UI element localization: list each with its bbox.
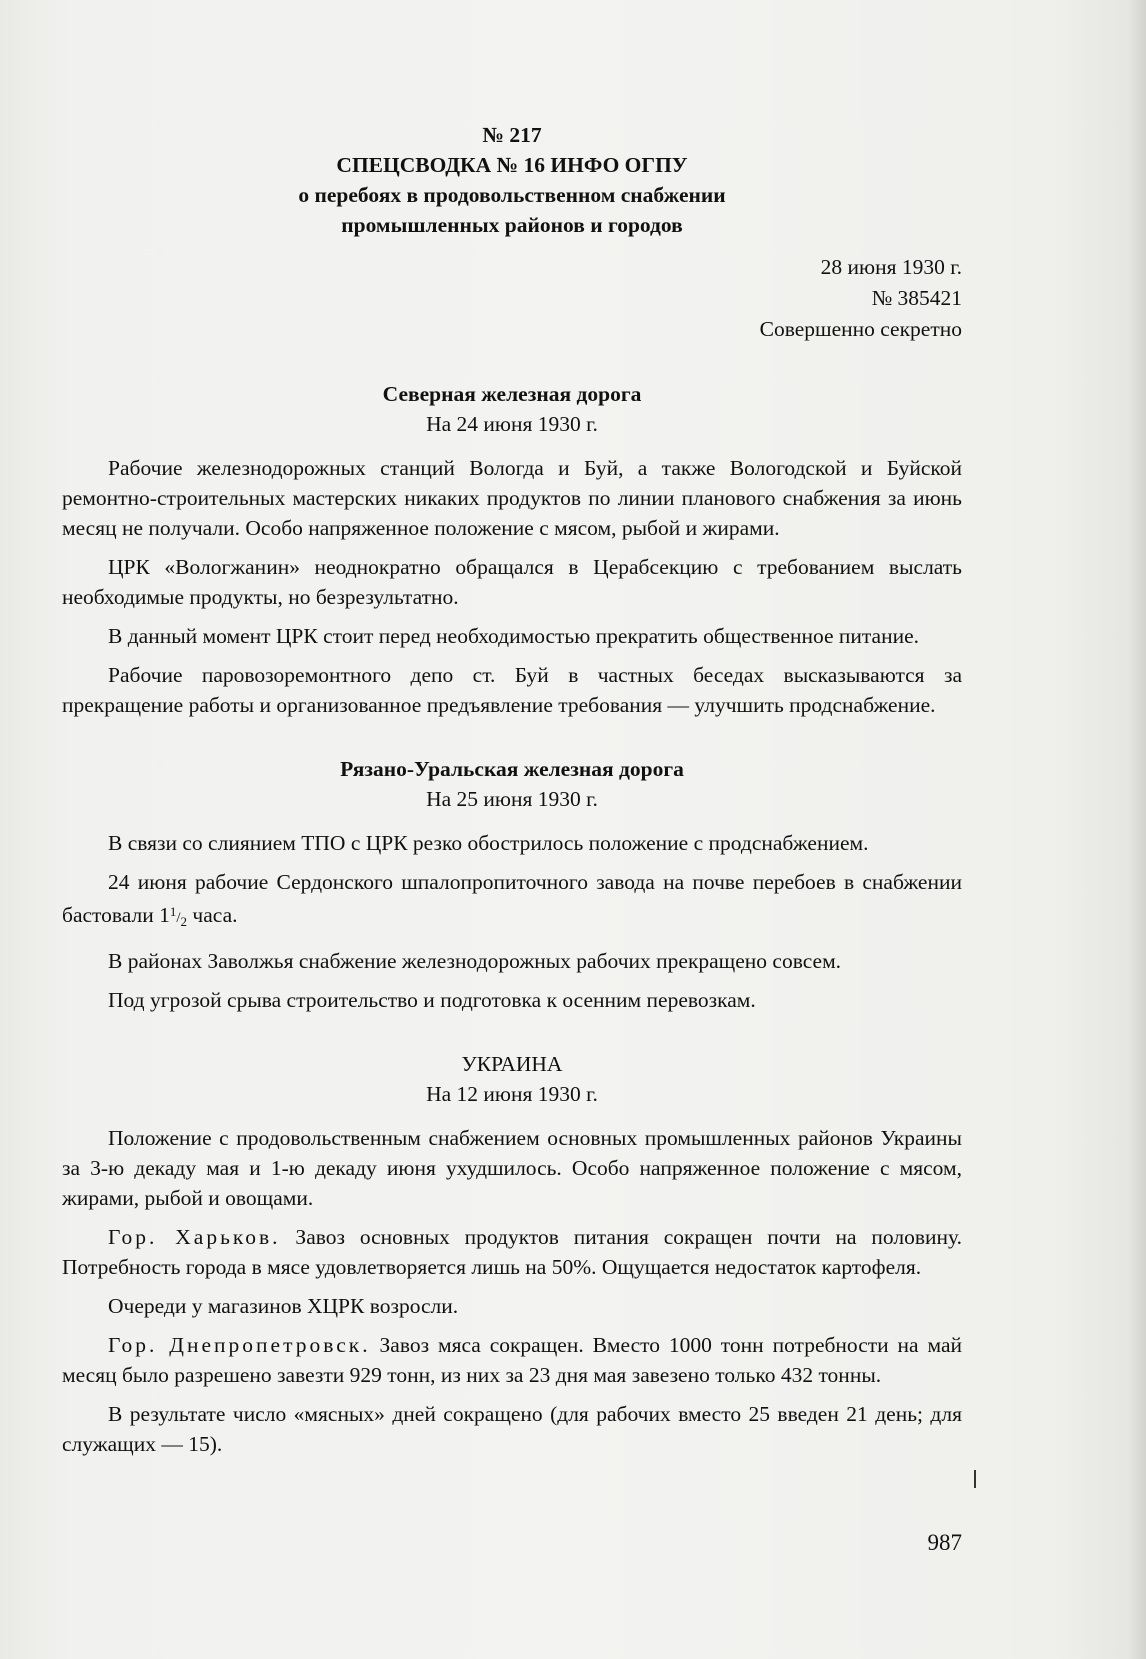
paragraph: В связи со слиянием ТПО с ЦРК резко обострилось положение с продснабжением. bbox=[108, 831, 869, 855]
paragraph: Под угрозой срыва строительство и подготовка к осенним перевозкам. bbox=[108, 988, 756, 1012]
document-subtitle-line1: о перебоях в продовольственном снабжении bbox=[298, 183, 726, 207]
paragraph-kharkov bbox=[62, 1222, 962, 1282]
paragraph: Рабочие железнодорожных станций Вологда и Буй, а также Вологодской и Буйской ремонтно-строительных мастерских никаких продуктов по линии планового снабжения за июнь месяц не получали. Особо напряженное положение с мясом, рыбой и жирами. bbox=[62, 456, 962, 540]
classification-stamp: Совершенно секретно bbox=[759, 317, 962, 341]
fraction-numerator: 1 bbox=[169, 904, 177, 919]
paragraph: В районах Заволжья снабжение железнодорожных рабочих прекращено совсем. bbox=[108, 949, 842, 973]
dnepropetrovsk-text: Завоз мяса сокращен. Вместо 1000 тонн потребности на май месяц было разрешено завезти 929 тонн, из них за 23 дня мая завезено только 432 тонны. bbox=[62, 1333, 962, 1387]
paragraph: В данный момент ЦРК стоит перед необходимостью прекратить общественное питание. bbox=[108, 624, 920, 648]
paragraph: ЦРК «Вологжанин» неоднократно обращался в Церабсекцию с требованием выслать необходимые продукты, но безрезультатно. bbox=[62, 555, 962, 609]
document-body bbox=[62, 120, 962, 1468]
city-label-kharkov: Гор. Харьков. bbox=[108, 1225, 281, 1249]
strike-duration-whole: 1 bbox=[159, 903, 170, 927]
paragraph: Очереди у магазинов ХЦРК возросли. bbox=[108, 1294, 459, 1318]
section-title-ukraine: УКРАИНА bbox=[461, 1052, 563, 1076]
document-subtitle-line2: промышленных районов и городов bbox=[341, 213, 683, 237]
section-title-ryazan-ural-railway: Рязано-Уральская железная дорога bbox=[340, 757, 684, 781]
kharkov-text: Завоз основных продуктов питания сокращен почти на половину. Потребность города в мясе удовлетворяется лишь на 50%. Ощущается недостаток картофеля. bbox=[62, 1225, 963, 1279]
strike-duration-unit: часа. bbox=[187, 903, 238, 927]
section-date-northern-railway: На 24 июня 1930 г. bbox=[426, 412, 598, 436]
paragraph: Положение с продовольственным снабжением основных промышленных районов Украины за 3-ю декаду мая и 1-ю декаду июня ухудшилось. Особо напряженное положение с мясом, жирами, рыбой и овощами. bbox=[62, 1126, 962, 1210]
strike-text: 24 июня рабочие Сердонского шпалопропиточного завода на почве перебоев в снабжении бастовали bbox=[62, 870, 962, 927]
scan-mark bbox=[974, 1470, 976, 1488]
section-date-ryazan-ural-railway: На 25 июня 1930 г. bbox=[426, 787, 598, 811]
registration-number: № 385421 bbox=[871, 286, 962, 310]
strike-duration-fraction: $^1/_2$ bbox=[169, 904, 188, 929]
paragraph-strike bbox=[62, 867, 962, 937]
paragraph: В результате число «мясных» дней сокращено (для рабочих вместо 25 введен 21 день; для служащих — 15). bbox=[62, 1402, 962, 1456]
fraction-denominator: 2 bbox=[180, 914, 188, 929]
document-title: СПЕЦСВОДКА № 16 ИНФО ОГПУ bbox=[336, 153, 688, 177]
document-meta bbox=[62, 252, 962, 345]
section-date-ukraine: На 12 июня 1930 г. bbox=[426, 1082, 598, 1106]
paragraph-dnepropetrovsk bbox=[62, 1330, 962, 1390]
paragraph: Рабочие паровозоремонтного депо ст. Буй в частных беседах высказываются за прекращение работы и организованное предъявление требования — улучшить продснабжение. bbox=[62, 663, 962, 717]
page-number: 987 bbox=[927, 1530, 962, 1555]
section-title-northern-railway: Северная железная дорога bbox=[382, 382, 642, 406]
city-label-dnepropetrovsk: Гор. Днепропетровск. bbox=[108, 1333, 371, 1357]
document-date: 28 июня 1930 г. bbox=[820, 255, 962, 279]
document-number: № 217 bbox=[482, 123, 542, 147]
